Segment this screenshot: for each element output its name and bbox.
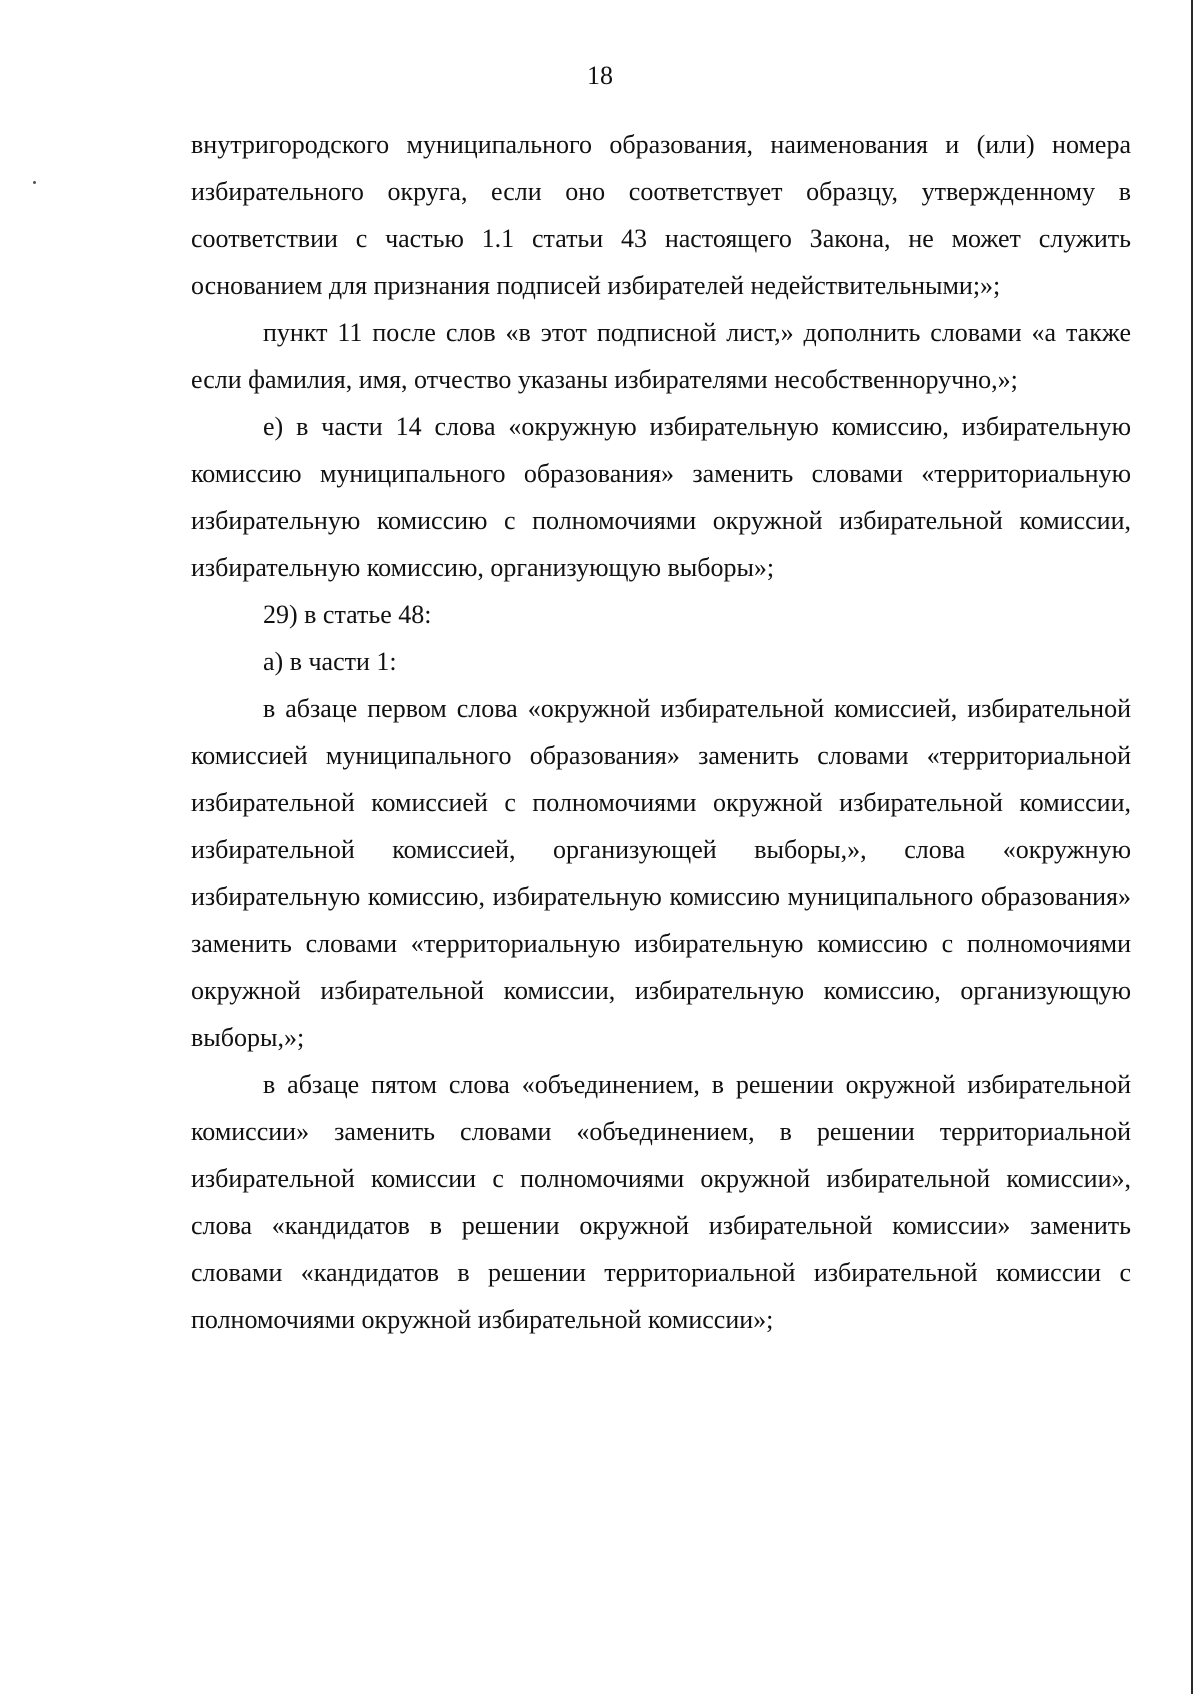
paragraph-3: е) в части 14 слова «окружную избирательную комиссию, избирательную комиссию муниципального образования» заменить словами «территориальную избирательную комиссию с полномочиями окружной избирательной комиссии, избирательную комиссию, организующую выборы»; (191, 412, 1131, 582)
scan-speck (33, 181, 36, 184)
paragraph-1: внутригородского муниципального образования, наименования и (или) номера избирательного округа, если оно соответствует образцу, утвержденному в соответствии с частью 1.1 статьи 43 настоящего Закона, не может служить основанием для признания подписей избирателей недействительными;»; (191, 130, 1131, 300)
paragraph-6: в абзаце первом слова «окружной избирательной комиссией, избирательной комиссией муниципального образования» заменить словами «территориальной избирательной комиссией с полномочиями окружной избирательной комиссии, избирательной комиссией, организующей выборы,», слова «окружную избирательную комиссию, избирательную комиссию муниципального образования» заменить словами «территориальную избирательную комиссию с полномочиями окружной избирательной комиссии, избирательную комиссию, организующую выборы,»; (191, 694, 1131, 1052)
paragraph-5: а) в части 1: (263, 647, 397, 676)
paragraph-7: в абзаце пятом слова «объединением, в решении окружной избирательной комиссии» заменить словами «объединением, в решении территориальной избирательной комиссии с полномочиями окружной избирательной комиссии», слова «кандидатов в решении окружной избирательной комиссии» заменить словами «кандидатов в решении территориальной избирательной комиссии с полномочиями окружной избирательной комиссии»; (191, 1070, 1131, 1334)
paragraph-4: 29) в статье 48: (263, 600, 432, 629)
paragraph-2: пункт 11 после слов «в этот подписной лист,» дополнить словами «а также если фамилия, имя, отчество указаны избирателями несобственноручно,»; (191, 318, 1131, 394)
document-body (191, 121, 1131, 1343)
scan-edge-line (1191, 0, 1193, 1694)
page-number: 18 (587, 61, 613, 90)
